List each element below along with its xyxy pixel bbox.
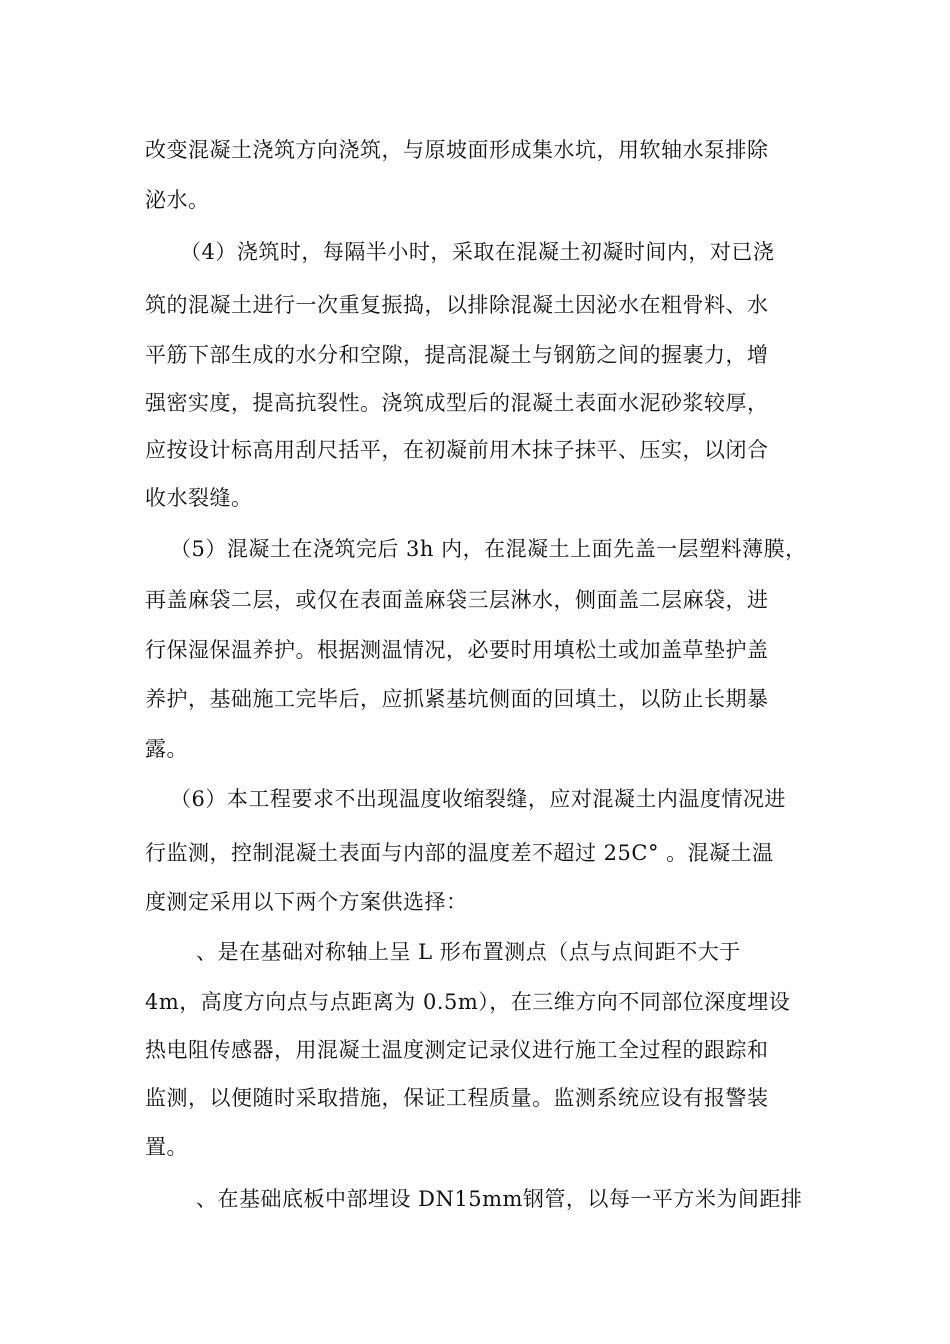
text-line: 改变混凝土浇筑方向浇筑，与原坡面形成集水坑，用软轴水泵排除 bbox=[145, 138, 769, 162]
text-line: 养护，基础施工完毕后，应抓紧基坑侧面的回填土，以防止长期暴 bbox=[145, 687, 769, 711]
text-line: 、是在基础对称轴上呈 L 形布置测点（点与点间距不大于 bbox=[196, 940, 741, 964]
text-line: 、在基础底板中部埋设 DN15mm钢管，以每一平方米为间距排 bbox=[196, 1187, 803, 1211]
text-line: 监测，以便随时采取措施，保证工程质量。监测系统应设有报警装 bbox=[145, 1086, 769, 1110]
text-line: 再盖麻袋二层，或仅在表面盖麻袋三层淋水，侧面盖二层麻袋，进 bbox=[145, 588, 769, 612]
text-line: 置。 bbox=[145, 1135, 188, 1159]
text-line: 平筋下部生成的水分和空隙，提高混凝土与钢筋之间的握裹力，增 bbox=[145, 343, 769, 367]
text-line: （4）浇筑时，每隔半小时，采取在混凝土初凝时间内，对已浇 bbox=[180, 240, 775, 264]
text-line: 泌水。 bbox=[145, 188, 210, 212]
text-line: （5）混凝土在浇筑完后 3h 内，在混凝土上面先盖一层塑料薄膜， bbox=[170, 537, 807, 561]
text-line: 应按设计标高用刮尺括平，在初凝前用木抹子抹平、压实，以闭合 bbox=[145, 438, 769, 462]
text-line: 热电阻传感器，用混凝土温度测定记录仪进行施工全过程的跟踪和 bbox=[145, 1038, 769, 1062]
text-line: 筑的混凝土进行一次重复振捣，以排除混凝土因泌水在粗骨料、水 bbox=[145, 293, 769, 317]
text-line: 露。 bbox=[145, 737, 188, 761]
text-line: 行保湿保温养护。根据测温情况，必要时用填松土或加盖草垫护盖 bbox=[145, 638, 769, 662]
text-line: （6）本工程要求不出现温度收缩裂缝，应对混凝土内温度情况进 bbox=[170, 787, 786, 811]
text-line: 4m，高度方向点与点距离为 0.5m），在三维方向不同部位深度埋设 bbox=[145, 990, 791, 1014]
text-line: 收水裂缝。 bbox=[145, 486, 253, 510]
text-line: 度测定采用以下两个方案供选择： bbox=[145, 890, 468, 914]
text-line: 强密实度，提高抗裂性。浇筑成型后的混凝土表面水泥砂浆较厚， bbox=[145, 391, 769, 415]
text-line: 行监测，控制混凝土表面与内部的温度差不超过 25C° 。混凝土温 bbox=[145, 841, 774, 865]
